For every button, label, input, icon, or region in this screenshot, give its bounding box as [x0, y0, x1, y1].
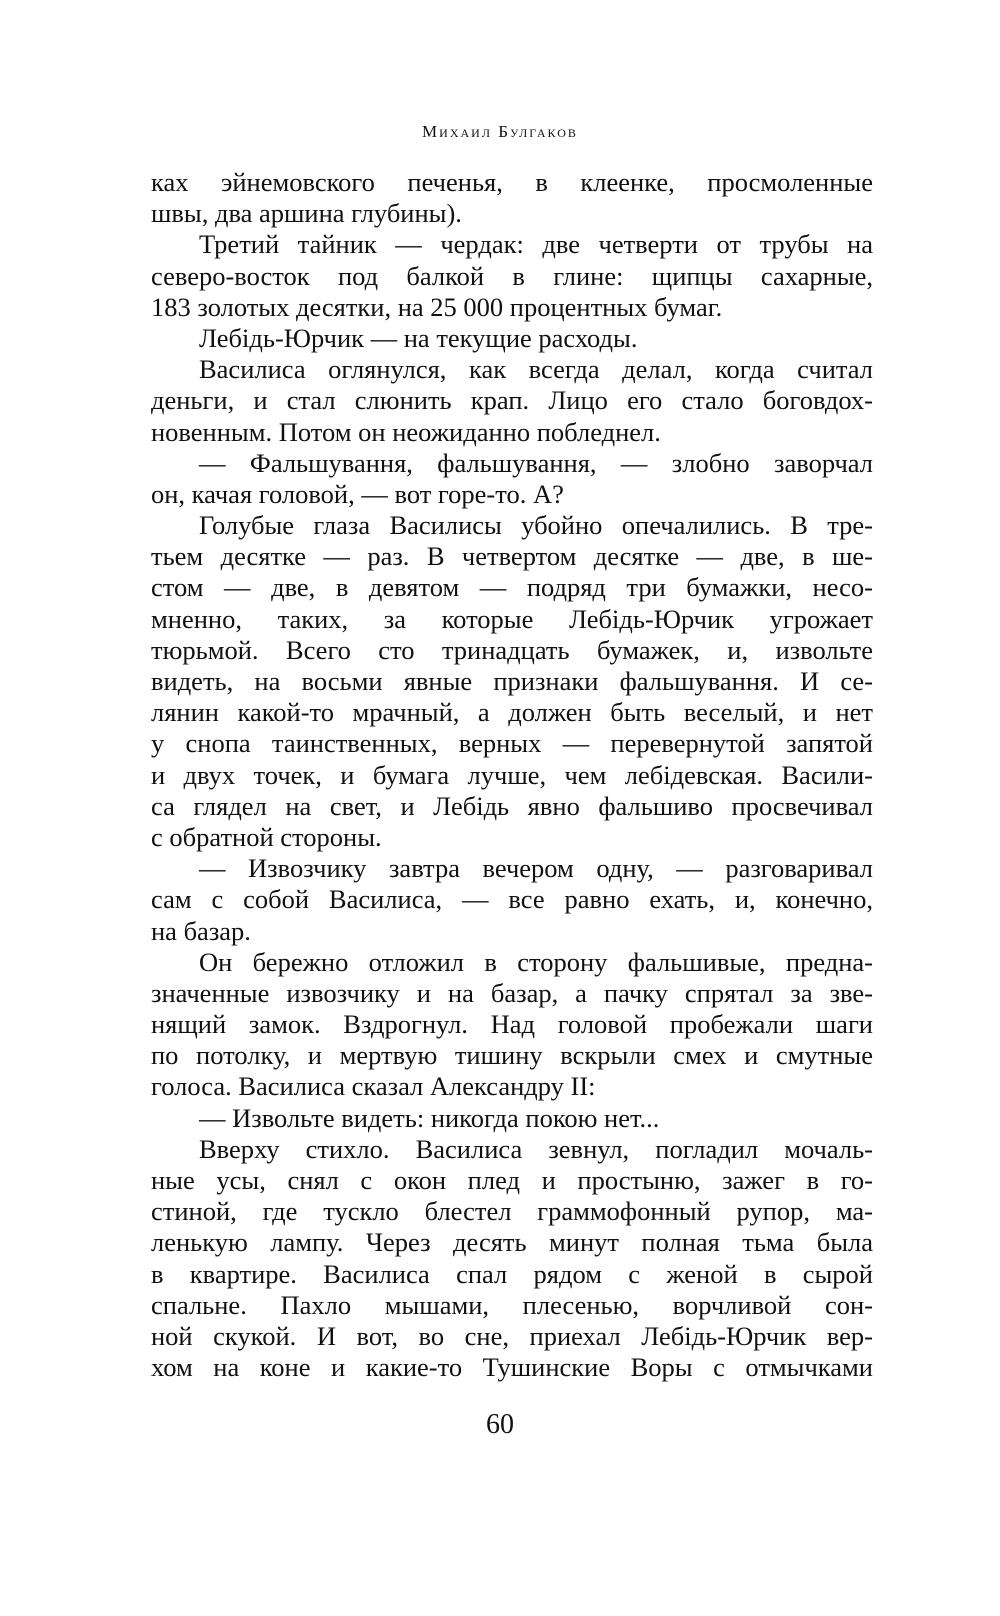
text-line: Лебiдь-Юрчик — на текущие расходы. — [199, 322, 638, 353]
running-head: Михаил Булгаков — [422, 122, 578, 141]
text-line: по потолку, и мертвую тишину вскрыли смех и смутные — [151, 1040, 873, 1071]
text-line: лянин какой-то мрачный, а должен быть веселый, и нет — [151, 697, 873, 728]
text-line: с обратной стороны. — [151, 821, 382, 852]
text-line: сам с собой Василиса, — все равно ехать, и, конечно, — [151, 884, 873, 915]
text-line: видеть, на восьми явные признаки фальшування. И се- — [151, 666, 873, 696]
text-line: спальне. Пахло мышами, плесенью, ворчливой сон- — [151, 1289, 873, 1320]
text-line: — Извозчику завтра вечером одну, — разговаривал — [199, 853, 873, 884]
text-line: на базар. — [151, 915, 251, 946]
text-line: Василиса оглянулся, как всегда делал, когда считал — [199, 354, 873, 385]
text-line: тюрьмой. Всего сто тринадцать бумажек, и, извольте — [151, 634, 873, 665]
text-line: Он бережно отложил в сторону фальшивые, предна- — [199, 946, 873, 977]
text-line: северо-восток под балкой в глине: щипцы сахарные, — [151, 260, 873, 291]
text-line: он, качая головой, — вот горе-то. А? — [151, 478, 564, 509]
text-line: ках эйнемовского печенья, в клеенке, просмоленные — [151, 167, 873, 197]
text-line: стиной, где тускло блестел граммофонный рупор, ма- — [151, 1196, 873, 1227]
text-line: ные усы, снял с окон плед и простыню, зажег в го- — [151, 1165, 873, 1195]
body-text — [151, 167, 873, 1383]
text-line: — Извольте видеть: никогда покою нет... — [199, 1102, 660, 1133]
text-line: швы, два аршина глубины). — [151, 198, 462, 229]
text-line: хом на коне и какие-то Тушинские Воры с отмычками — [151, 1352, 873, 1383]
text-line: в квартире. Василиса спал рядом с женой в сырой — [151, 1258, 873, 1289]
text-line: Третий тайник — чердак: две четверти от трубы на — [199, 229, 873, 260]
text-line: мненно, таких, за которые Лебiдь-Юрчик угрожает — [151, 603, 873, 634]
text-line: у снопа таинственных, верных — перевернутой запятой — [151, 728, 873, 759]
text-line: ленькую лампу. Через десять минут полная тьма была — [151, 1227, 873, 1258]
page-number: 60 — [486, 1409, 514, 1440]
text-line: новенным. Потом он неожиданно побледнел. — [151, 416, 661, 447]
text-line: Голубые глаза Василисы убойно опечалились. В тре- — [199, 510, 873, 541]
text-line: тьем десятке — раз. В четвертом десятке — две, в ше- — [151, 541, 873, 572]
text-line: Вверху стихло. Василиса зевнул, погладил мочаль- — [199, 1133, 873, 1164]
text-line: стом — две, в девятом — подряд три бумажки, несо- — [151, 572, 873, 603]
text-line: значенные извозчику и на базар, а пачку спрятал за зве- — [151, 977, 873, 1008]
text-line: — Фальшування, фальшування, — злобно заворчал — [199, 447, 873, 478]
text-line: нящий замок. Вздрогнул. Над головой пробежали шаги — [151, 1009, 873, 1040]
text-line: 183 золотых десятки, на 25 000 процентных бумаг. — [151, 291, 723, 322]
text-line: деньги, и стал слюнить крап. Лицо его стало боговдох- — [151, 385, 873, 416]
text-line: и двух точек, и бумага лучше, чем лебiдевская. Васили- — [151, 759, 873, 790]
text-line: са глядел на свет, и Лебiдь явно фальшиво просвечивал — [151, 790, 873, 821]
text-line: ной скукой. И вот, во сне, приехал Лебiдь-Юрчик вер- — [151, 1320, 873, 1351]
text-line: голоса. Василиса сказал Александру II: — [151, 1071, 596, 1102]
